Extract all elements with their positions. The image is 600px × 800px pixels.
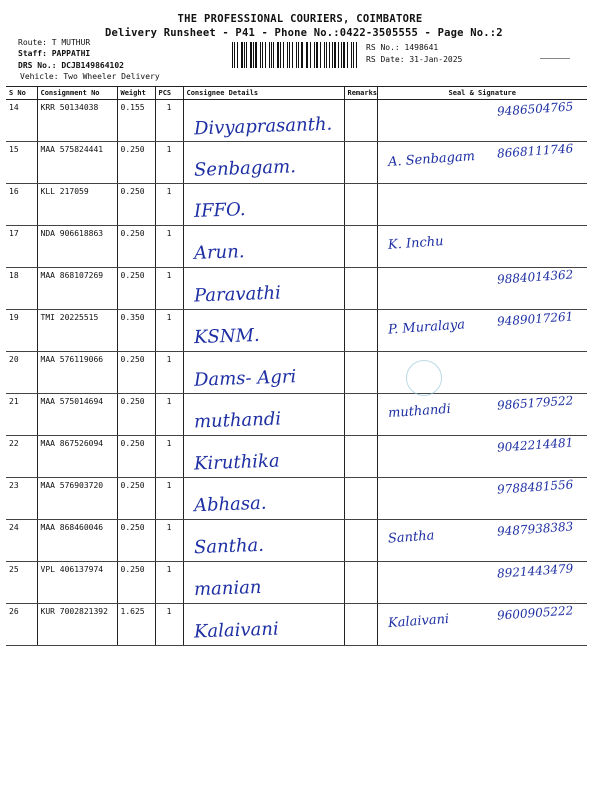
row-signature-cell <box>377 268 587 310</box>
table-row <box>6 268 587 310</box>
row-consignment: MAA 575824441 <box>37 142 117 184</box>
barcode-bar <box>234 42 235 68</box>
consignee-handwriting: KSNM. <box>193 324 260 349</box>
barcode-bar <box>298 42 299 68</box>
row-pcs: 1 <box>155 352 183 394</box>
barcode-bar <box>262 42 263 68</box>
phone-handwriting: 9884014362 <box>496 267 574 287</box>
consignee-handwriting: Kalaivani <box>193 618 279 643</box>
row-signature-cell <box>377 436 587 478</box>
row-pcs: 1 <box>155 184 183 226</box>
row-consignment: MAA 867526094 <box>37 436 117 478</box>
rs-date: RS Date: 31-Jan-2025 <box>366 55 463 64</box>
row-remarks <box>344 562 377 604</box>
row-weight: 0.250 <box>117 394 155 436</box>
barcode-bar <box>338 42 339 68</box>
row-signature-cell <box>377 310 587 352</box>
col-signature: Seal & Signature <box>377 87 587 100</box>
barcode-bar <box>307 42 308 68</box>
barcode-bar <box>269 42 270 68</box>
consignee-handwriting: manian <box>193 576 262 601</box>
row-consignment: VPL 406137974 <box>37 562 117 604</box>
barcode-bar <box>255 42 257 68</box>
table-row <box>6 226 587 268</box>
barcode-bar <box>301 42 303 68</box>
row-sno: 26 <box>6 604 37 646</box>
row-consignment: KUR 7002821392 <box>37 604 117 646</box>
row-consignee <box>183 268 344 310</box>
row-consignee <box>183 520 344 562</box>
row-weight: 0.250 <box>117 142 155 184</box>
row-signature-cell <box>377 604 587 646</box>
row-pcs: 1 <box>155 310 183 352</box>
col-consignee: Consignee Details <box>183 87 344 100</box>
barcode-bar <box>314 42 315 68</box>
phone-handwriting: 9600905222 <box>496 603 574 623</box>
row-remarks <box>344 142 377 184</box>
row-sno: 25 <box>6 562 37 604</box>
barcode-bar <box>273 42 274 68</box>
row-sno: 17 <box>6 226 37 268</box>
barcode-bar <box>341 42 342 68</box>
row-sno: 23 <box>6 478 37 520</box>
row-pcs: 1 <box>155 436 183 478</box>
row-weight: 0.250 <box>117 184 155 226</box>
seal-stamp <box>406 360 442 396</box>
barcode-bar <box>351 42 352 68</box>
barcode-bar <box>324 42 325 68</box>
row-remarks <box>344 310 377 352</box>
signature-handwriting: Santha <box>387 528 435 547</box>
row-sno: 18 <box>6 268 37 310</box>
barcode-bar <box>237 42 238 68</box>
phone-handwriting: 9489017261 <box>496 309 574 329</box>
divider <box>540 58 570 59</box>
barcode-bar <box>343 42 345 68</box>
phone-handwriting: 9865179522 <box>496 393 574 413</box>
consignee-handwriting: Kiruthika <box>193 450 280 475</box>
row-signature-cell <box>377 352 587 394</box>
consignee-handwriting: Santha. <box>193 534 264 559</box>
row-pcs: 1 <box>155 268 183 310</box>
row-remarks <box>344 436 377 478</box>
row-sno: 16 <box>6 184 37 226</box>
row-consignment: MAA 576119066 <box>37 352 117 394</box>
row-consignee <box>183 604 344 646</box>
table-row <box>6 478 587 520</box>
row-consignee <box>183 184 344 226</box>
table-row <box>6 142 587 184</box>
runsheet-table <box>6 86 587 646</box>
row-consignment: TMI 20225515 <box>37 310 117 352</box>
consignee-handwriting: Senbagam. <box>193 156 296 181</box>
row-sno: 21 <box>6 394 37 436</box>
barcode-bar <box>244 42 245 68</box>
phone-handwriting: 9788481556 <box>496 477 574 497</box>
table-header <box>6 87 587 100</box>
row-weight: 0.250 <box>117 226 155 268</box>
barcode-bar <box>250 42 251 68</box>
row-signature-cell <box>377 226 587 268</box>
row-pcs: 1 <box>155 142 183 184</box>
route-label: Route: T MUTHUR <box>18 38 91 47</box>
barcode-bar <box>353 42 354 68</box>
staff-label: Staff: PAPPATHI <box>18 49 91 58</box>
barcode <box>232 42 360 68</box>
row-sno: 14 <box>6 100 37 142</box>
vehicle-label: Vehicle: Two Wheeler Delivery <box>20 72 160 81</box>
barcode-bar <box>334 42 335 68</box>
row-signature-cell <box>377 520 587 562</box>
table-row <box>6 352 587 394</box>
row-weight: 0.350 <box>117 310 155 352</box>
consignee-handwriting: Abhasa. <box>193 492 267 517</box>
barcode-bar <box>265 42 266 68</box>
barcode-bar <box>241 42 243 68</box>
barcode-bar <box>356 42 357 68</box>
row-weight: 0.250 <box>117 436 155 478</box>
row-weight: 0.250 <box>117 352 155 394</box>
row-pcs: 1 <box>155 604 183 646</box>
phone-handwriting: 8921443479 <box>496 561 574 581</box>
row-consignment: KRR 50134038 <box>37 100 117 142</box>
col-pcs: PCS <box>155 87 183 100</box>
consignee-handwriting: Paravathi <box>193 282 281 307</box>
barcode-bar <box>310 42 311 68</box>
row-weight: 0.250 <box>117 268 155 310</box>
barcode-bar <box>287 42 288 68</box>
row-consignee <box>183 478 344 520</box>
barcode-bar <box>332 42 333 68</box>
row-consignee <box>183 226 344 268</box>
barcode-bar <box>232 42 233 68</box>
phone-handwriting: 8668111746 <box>496 141 574 161</box>
barcode-bar <box>246 42 247 68</box>
barcode-bar <box>283 42 284 68</box>
row-remarks <box>344 352 377 394</box>
table-row <box>6 436 587 478</box>
table-row <box>6 394 587 436</box>
row-remarks <box>344 604 377 646</box>
barcode-bar <box>260 42 261 68</box>
table-row <box>6 604 587 646</box>
row-consignment: MAA 868460046 <box>37 520 117 562</box>
barcode-bar <box>306 42 307 68</box>
row-signature-cell <box>377 184 587 226</box>
signature-handwriting: muthandi <box>387 401 451 422</box>
row-consignment: NDA 906618863 <box>37 226 117 268</box>
barcode-bar <box>347 42 348 68</box>
row-weight: 0.155 <box>117 100 155 142</box>
barcode-bar <box>326 42 327 68</box>
row-sno: 22 <box>6 436 37 478</box>
row-sno: 19 <box>6 310 37 352</box>
runsheet-subtitle: Delivery Runsheet - P41 - Phone No.:0422-3505555 - Page No.:2 <box>105 27 503 39</box>
col-remarks: Remarks <box>344 87 377 100</box>
barcode-bar <box>289 42 290 68</box>
row-weight: 0.250 <box>117 478 155 520</box>
barcode-bar <box>316 42 318 68</box>
col-consignment: Consignment No <box>37 87 117 100</box>
signature-handwriting: Kalaivani <box>387 611 450 632</box>
barcode-bar <box>292 42 293 68</box>
barcode-bar <box>277 42 279 68</box>
row-pcs: 1 <box>155 226 183 268</box>
runsheet-title: THE PROFESSIONAL COURIERS, COIMBATORE <box>177 13 423 25</box>
signature-handwriting: K. Inchu <box>387 234 444 253</box>
row-remarks <box>344 478 377 520</box>
signature-handwriting: P. Muralaya <box>387 317 465 338</box>
drs-number: DRS No.: DCJB149864102 <box>18 61 124 70</box>
row-consignee <box>183 100 344 142</box>
row-weight: 0.250 <box>117 562 155 604</box>
consignee-handwriting: IFFO. <box>193 199 246 222</box>
row-consignee <box>183 436 344 478</box>
table-row <box>6 520 587 562</box>
row-signature-cell <box>377 142 587 184</box>
col-sno: S No <box>6 87 37 100</box>
row-remarks <box>344 100 377 142</box>
row-consignee <box>183 394 344 436</box>
barcode-bar <box>280 42 281 68</box>
phone-handwriting: 9487938383 <box>496 519 574 539</box>
row-remarks <box>344 226 377 268</box>
row-consignment: MAA 868107269 <box>37 268 117 310</box>
table-row <box>6 310 587 352</box>
row-consignee <box>183 562 344 604</box>
row-consignment: MAA 575014694 <box>37 394 117 436</box>
row-pcs: 1 <box>155 562 183 604</box>
row-sno: 24 <box>6 520 37 562</box>
row-sno: 20 <box>6 352 37 394</box>
row-consignee <box>183 310 344 352</box>
row-remarks <box>344 520 377 562</box>
table-row <box>6 184 587 226</box>
row-signature-cell <box>377 478 587 520</box>
table-row <box>6 562 587 604</box>
consignee-handwriting: muthandi <box>193 408 281 433</box>
row-pcs: 1 <box>155 478 183 520</box>
consignee-handwriting: Divyaprasanth. <box>193 113 333 140</box>
row-remarks <box>344 268 377 310</box>
row-consignment: MAA 576903720 <box>37 478 117 520</box>
table-row <box>6 100 587 142</box>
row-pcs: 1 <box>155 394 183 436</box>
barcode-bar <box>271 42 272 68</box>
row-signature-cell <box>377 562 587 604</box>
row-remarks <box>344 184 377 226</box>
barcode-bar <box>329 42 330 68</box>
barcode-bar <box>296 42 297 68</box>
barcode-bar <box>253 42 254 68</box>
row-signature-cell <box>377 394 587 436</box>
rs-number: RS No.: 1498641 <box>366 43 439 52</box>
row-consignee <box>183 142 344 184</box>
consignee-handwriting: Arun. <box>193 241 245 264</box>
row-weight: 1.625 <box>117 604 155 646</box>
row-signature-cell <box>377 100 587 142</box>
row-pcs: 1 <box>155 520 183 562</box>
col-weight: Weight <box>117 87 155 100</box>
phone-handwriting: 9042214481 <box>496 435 574 455</box>
row-consignee <box>183 352 344 394</box>
phone-handwriting: 9486504765 <box>496 99 574 119</box>
row-consignment: KLL 217059 <box>37 184 117 226</box>
signature-handwriting: A. Senbagam <box>387 148 476 171</box>
row-sno: 15 <box>6 142 37 184</box>
row-pcs: 1 <box>155 100 183 142</box>
consignee-handwriting: Dams- Agri <box>193 366 296 391</box>
row-weight: 0.250 <box>117 520 155 562</box>
row-remarks <box>344 394 377 436</box>
barcode-bar <box>320 42 321 68</box>
